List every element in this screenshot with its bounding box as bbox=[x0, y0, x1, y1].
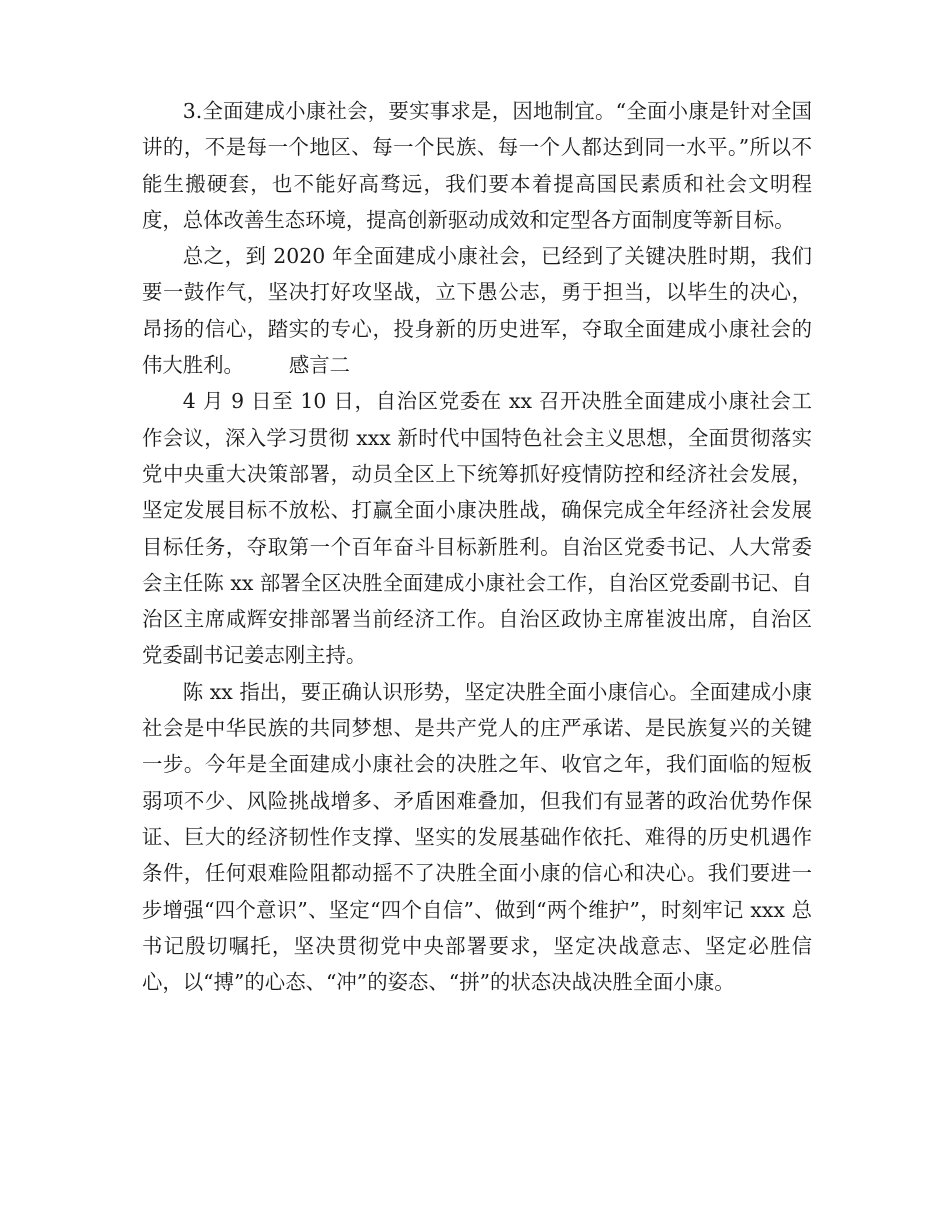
paragraph-speech: 陈 xx 指出，要正确认识形势，坚定决胜全面小康信心。全面建成小康社会是中华民族的共同梦想、是共产党人的庄严承诺、是民族复兴的关键一步。今年是全面建成小康社会的决胜之年、收官之年，我们面临的短板弱项不少、风险挑战增多、矛盾困难叠加，但我们有显著的政治优势作保证、巨大的经济韧性作支撑、坚实的发展基础作依托、难得的历史机遇作条件，任何艰难险阻都动摇不了决胜全面小康的信心和决心。我们要进一步增强“四个意识”、坚定“四个自信”、做到“两个维护”，时刻牢记 xxx 总书记殷切嘱托，坚决贯彻党中央部署要求，坚定决战意志、坚定必胜信心，以“搏”的心态、“冲”的姿态、“拼”的状态决战决胜全面小康。 bbox=[142, 679, 812, 995]
document-body bbox=[142, 93, 812, 1000]
section-heading-inline: 感言二 bbox=[288, 353, 350, 378]
paragraph-meeting-report: 4 月 9 日至 10 日，自治区党委在 xx 召开决胜全面建成小康社会工作会议，深入学习贯彻 xxx 新时代中国特色社会主义思想，全面贯彻落实党中央重大决策部署，动员全区上下统筹抓好疫情防控和经济社会发展，坚定发展目标不放松、打赢全面小康决胜战，确保完成全年经济社会发展目标任务，夺取第一个百年奋斗目标新胜利。自治区党委书记、人大常委会主任陈 xx 部署全区决胜全面建成小康社会工作，自治区党委副书记、自治区主席咸辉安排部署当前经济工作。自治区政协主席崔波出席，自治区党委副书记姜志刚主持。 bbox=[142, 389, 812, 668]
paragraph-conclusion bbox=[142, 238, 812, 383]
paragraph-point-3: 3.全面建成小康社会，要实事求是，因地制宜。“全面小康是针对全国讲的，不是每一个地区、每一个民族、每一个人都达到同一水平。”所以不能生搬硬套，也不能好高骛远，我们要本着提高国民素质和社会文明程度，总体改善生态环境，提高创新驱动成效和定型各方面制度等新目标。 bbox=[142, 99, 812, 232]
paragraph-conclusion-text: 总之，到 2020 年全面建成小康社会，已经到了关键决胜时期，我们要一鼓作气，坚决打好攻坚战，立下愚公志，勇于担当，以毕生的决心，昂扬的信心，踏实的专心，投身新的历史进军，夺取全面建成小康社会的伟大胜利。 bbox=[142, 244, 812, 378]
